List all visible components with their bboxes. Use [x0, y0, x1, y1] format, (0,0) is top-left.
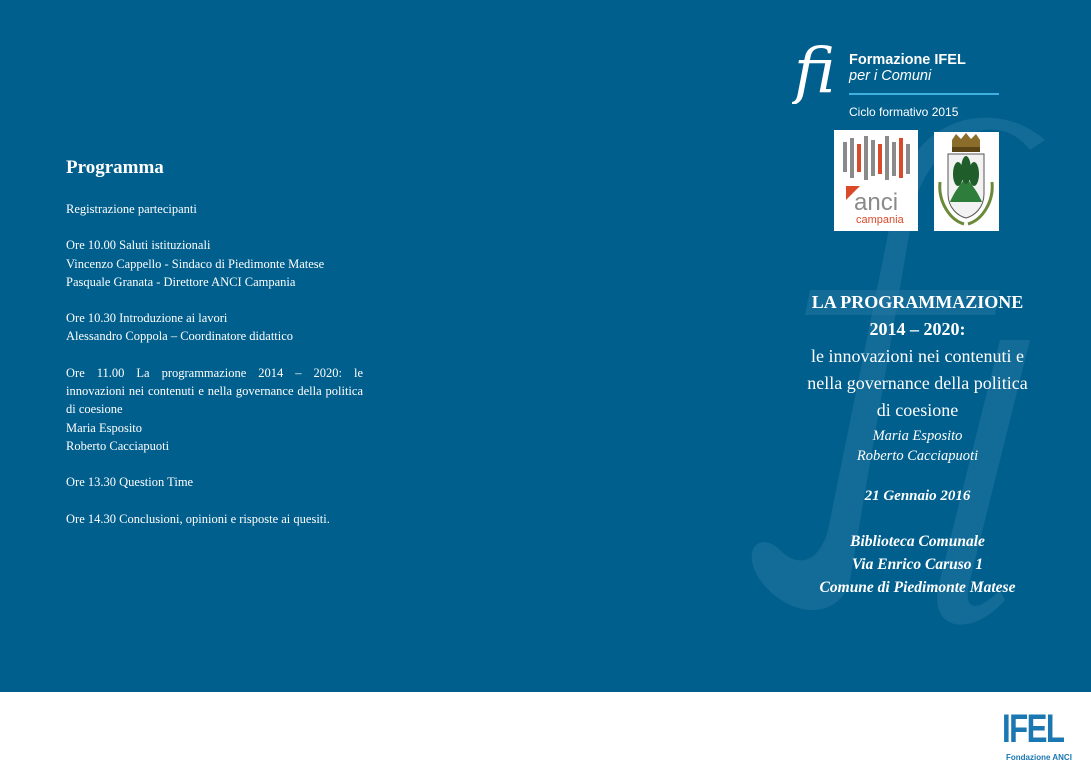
session-main-speaker-2: Roberto Cacciapuoti [66, 438, 170, 453]
session-opening-speaker-2: Pasquale Granata - Direttore ANCI Campania [66, 274, 296, 289]
brand-divider [849, 93, 999, 95]
anci-logo-icon [834, 130, 918, 231]
event-subtitle-line-3: di coesione [876, 400, 959, 420]
event-subtitle-line-1: le innovazioni nei contenuti e [811, 346, 1024, 366]
brand-cycle: Ciclo formativo 2015 [849, 105, 959, 119]
session-intro-speaker: Alessandro Coppola – Coordinatore didattico [66, 329, 294, 344]
ifel-footer-logo [1002, 708, 1076, 766]
svg-text:fi: fi [794, 34, 836, 104]
event-speaker-1: Maria Esposito [872, 428, 963, 444]
event-venue [770, 530, 1065, 599]
fi-logo-icon [792, 32, 850, 104]
session-opening-speaker-1: Vincenzo Cappello - Sindaco di Piedimonte Matese [66, 256, 325, 271]
venue-town: Comune di Piedimonte Matese [819, 579, 1016, 596]
coat-of-arms-icon [934, 132, 999, 231]
venue-name: Biblioteca Comunale [850, 533, 985, 550]
event-title [770, 289, 1065, 343]
piedimonte-crest-logo [934, 132, 999, 231]
svg-text:anci: anci [854, 189, 899, 216]
event-date: 21 Gennaio 2016 [864, 488, 971, 504]
event-title-line-1: LA PROGRAMMAZIONE [811, 292, 1024, 312]
ifel-wordmark: IFEL [1002, 707, 1064, 751]
event-subtitle [770, 343, 1065, 424]
svg-text:campania: campania [856, 214, 904, 226]
session-opening [66, 236, 363, 291]
ifel-tagline: Fondazione ANCI [1006, 753, 1072, 762]
brand-subtitle: per i Comuni [849, 68, 932, 84]
brand-name: Formazione IFEL [849, 52, 966, 68]
session-intro [66, 309, 363, 346]
session-question-time: Ore 13.30 Question Time [66, 475, 194, 490]
session-intro-title: Ore 10.30 Introduzione ai lavori [66, 311, 228, 326]
program-heading: Programma [66, 157, 164, 178]
venue-address: Via Enrico Caruso 1 [851, 556, 984, 573]
anci-campania-logo [834, 130, 918, 231]
session-opening-title: Ore 10.00 Saluti istituzionali [66, 238, 211, 253]
ifel-brand-header [792, 32, 1007, 127]
session-conclusions: Ore 14.30 Conclusioni, opinioni e risposte ai quesiti. [66, 511, 330, 526]
session-main-speaker-1: Maria Esposito [66, 420, 143, 435]
event-speaker-2: Roberto Cacciapuoti [856, 448, 979, 464]
event-title-line-2: 2014 – 2020: [869, 319, 966, 339]
event-subtitle-line-2: nella governance della politica [807, 373, 1028, 393]
event-details [770, 289, 1065, 599]
program-section [66, 156, 363, 546]
session-main-title: Ore 11.00 La programmazione 2014 – 2020: le innovazioni nei contenuti e nella governance della politica di coesione [66, 365, 363, 417]
event-speakers [770, 426, 1065, 466]
registration-line: Registrazione partecipanti [66, 202, 197, 216]
session-main [66, 364, 363, 455]
